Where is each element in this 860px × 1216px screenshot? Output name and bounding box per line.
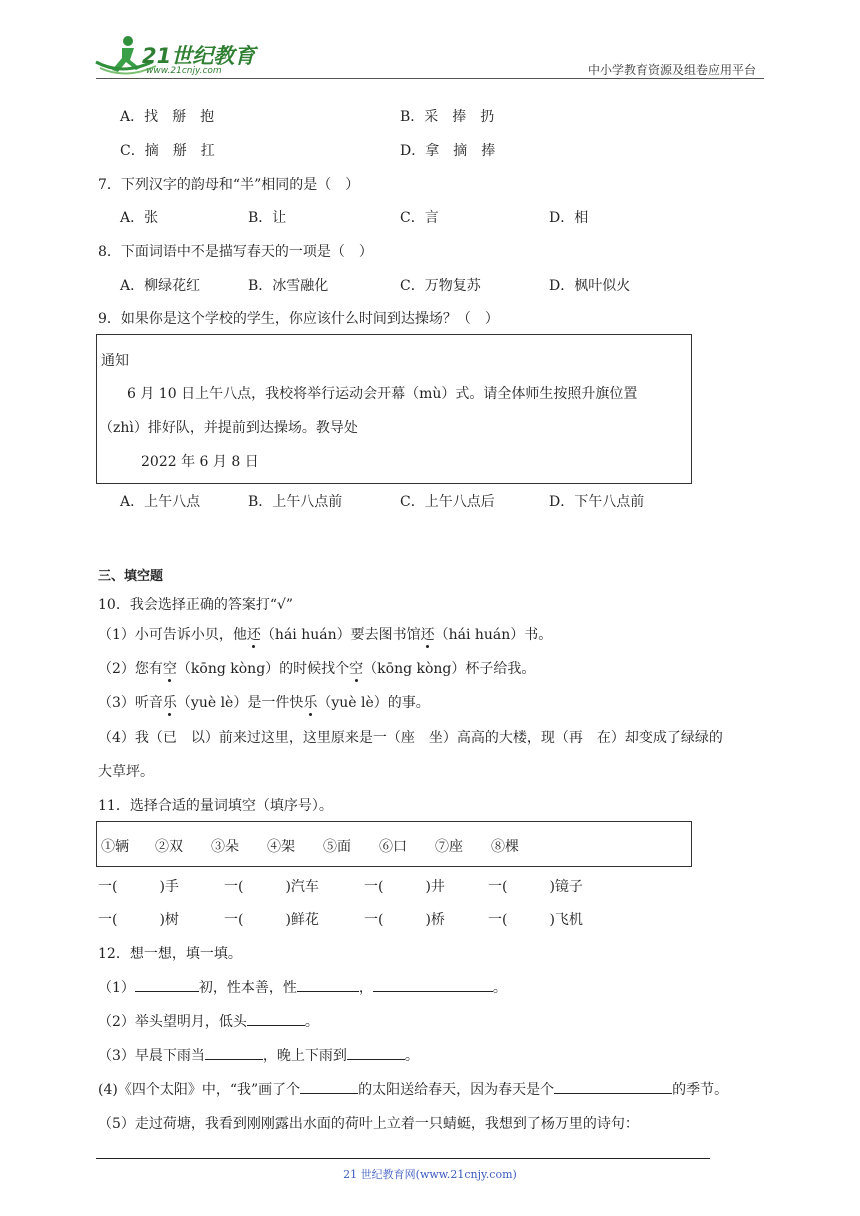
q9-option-c: C．上午八点后 [400, 494, 495, 510]
option-item: ⑥口 [379, 839, 407, 855]
notice-line-2: （zhì）排好队，并提前到达操场。教导处 [99, 420, 358, 436]
q10-l3-choice: （yuè lè）的事。 [317, 695, 430, 711]
q10-stem: 10．我会选择正确的答案打“√” [98, 597, 294, 613]
q9-option-d: D．下午八点前 [549, 494, 645, 510]
fill-item: 一( )井 [364, 879, 445, 895]
q10-l3-text: （3）听音 [98, 695, 163, 711]
q7-option-d: D．相 [549, 210, 589, 226]
q7-option-b: B．让 [248, 210, 287, 226]
q6-option-c: C．摘 掰 扛 [120, 143, 215, 159]
answer-blank[interactable] [135, 979, 199, 992]
answer-blank[interactable] [205, 1047, 263, 1060]
q12-l2-text: （2）举头望明月，低头 [98, 1014, 247, 1030]
notice-date: 2022 年 6 月 8 日 [141, 454, 259, 470]
notice-title: 通知 [101, 353, 129, 369]
answer-blank[interactable] [297, 979, 359, 992]
q12-line-4 [98, 1079, 728, 1099]
q11-stem: 11．选择合适的量词填空（填序号）。 [98, 798, 333, 814]
q12-l1-text: 初，性本善，性 [198, 980, 297, 996]
q9-stem: 9．如果你是这个学校的学生，你应该什么时间到达操场？（ ） [98, 311, 499, 327]
q10-line-4: （4）我（已 以）前来过这里，这里原来是一（座 坐）高高的大楼，现（再 在）却变成了绿绿的 [98, 730, 723, 746]
answer-blank[interactable] [347, 1047, 405, 1060]
option-item: ②双 [155, 839, 183, 855]
q10-l3-choice: （yuè lè）是一件快 [176, 695, 304, 711]
q10-line-2 [98, 658, 535, 678]
q10-l2-text: （2）您有 [98, 661, 163, 677]
q12-l1-text: ， [358, 980, 373, 996]
section-title: 三、填空题 [98, 569, 164, 584]
q12-line-2 [98, 1011, 319, 1031]
header-divider [96, 78, 764, 79]
dotted-char: 空 [349, 661, 364, 677]
measure-word-options-box [96, 821, 692, 867]
logo-url: www.21cnjy.com [146, 66, 222, 76]
dotted-char: 乐 [162, 695, 177, 711]
fill-item: 一( )镜子 [488, 879, 583, 895]
notice-line-1: 6 月 10 日上午八点，我校将举行运动会开幕（mù）式。请全体师生按照升旗位置 [127, 386, 638, 402]
option-item: ③朵 [211, 839, 239, 855]
option-item: ⑧棵 [491, 839, 519, 855]
q6-option-d: D．拿 摘 捧 [400, 143, 496, 159]
option-item: ⑤面 [323, 839, 351, 855]
q10-l1-choice: （hái huán）要去图书馆 [260, 627, 421, 643]
dotted-char: 乐 [303, 695, 318, 711]
q12-line-3 [98, 1045, 419, 1065]
q8-option-a: A．柳绿花红 [120, 278, 201, 294]
q12-line-1 [98, 977, 507, 997]
q12-l4-text: 的太阳送给春天，因为春天是个 [358, 1082, 555, 1098]
q6-option-b: B．采 捧 扔 [400, 109, 495, 125]
q6-option-a: A．找 掰 抱 [120, 109, 215, 125]
q7-stem: 7．下列汉字的韵母和“半”相同的是（ ） [98, 177, 360, 193]
q12-l4-text: (4)《四个太阳》中，“我”画了个 [98, 1082, 301, 1098]
q12-line-5: （5）走过荷塘，我看到刚刚露出水面的荷叶上立着一只蜻蜓，我想到了杨万里的诗句： [98, 1116, 639, 1132]
q12-l3-text: ，晚上下雨到 [262, 1048, 347, 1064]
q10-l2-choice: （kōng kòng）的时候找个 [176, 661, 350, 677]
site-logo [92, 32, 262, 80]
footer-text[interactable]: 21 世纪教育网(www.21cnjy.com) [343, 1168, 517, 1181]
dotted-char: 空 [162, 661, 177, 677]
q9-option-a: A．上午八点 [120, 494, 201, 510]
q10-l2-choice: （kōng kòng）杯子给我。 [363, 661, 536, 677]
header-platform-name: 中小学教育资源及组卷应用平台 [587, 63, 756, 77]
q10-line-4-cont: 大草坪。 [98, 764, 154, 780]
fill-item: 一( )手 [98, 879, 179, 895]
q12-l1-text: 。 [492, 980, 507, 996]
answer-blank[interactable] [373, 979, 493, 992]
q8-option-d: D．枫叶似火 [549, 278, 631, 294]
q7-option-c: C．言 [400, 210, 439, 226]
q10-line-1 [98, 624, 552, 644]
q9-option-b: B．上午八点前 [248, 494, 343, 510]
dotted-char: 还 [246, 627, 261, 643]
fill-item: 一( )鲜花 [224, 912, 319, 928]
notice-box [96, 334, 692, 484]
footer-divider [96, 1158, 710, 1159]
q7-option-a: A．张 [120, 210, 159, 226]
q12-l4-text: 的季节。 [672, 1082, 729, 1098]
answer-blank[interactable] [554, 1081, 672, 1094]
q10-l1-choice: （hái huán）书。 [434, 627, 553, 643]
option-item: ⑦座 [435, 839, 463, 855]
q12-stem: 12．想一想，填一填。 [98, 946, 242, 962]
q12-l3-text: 。 [404, 1048, 419, 1064]
dotted-char: 还 [420, 627, 435, 643]
q8-stem: 8．下面词语中不是描写春天的一项是（ ） [98, 244, 373, 260]
fill-item: 一( )汽车 [224, 879, 319, 895]
answer-blank[interactable] [300, 1081, 358, 1094]
option-item: ①辆 [101, 839, 129, 855]
q8-option-b: B．冰雪融化 [248, 278, 329, 294]
option-item: ④架 [267, 839, 295, 855]
q12-l1-text: （1） [98, 980, 135, 996]
q8-option-c: C．万物复苏 [400, 278, 481, 294]
q12-l3-text: （3）早晨下雨当 [98, 1048, 205, 1064]
logo-text: 21世纪教育 [142, 44, 256, 68]
answer-blank[interactable] [247, 1013, 305, 1026]
q10-line-3 [98, 692, 430, 712]
q10-l1-text: （1）小可告诉小贝，他 [98, 627, 247, 643]
fill-item: 一( )飞机 [488, 912, 583, 928]
fill-item: 一( )桥 [364, 912, 445, 928]
q12-l2-text: 。 [304, 1014, 319, 1030]
fill-item: 一( )树 [98, 912, 179, 928]
